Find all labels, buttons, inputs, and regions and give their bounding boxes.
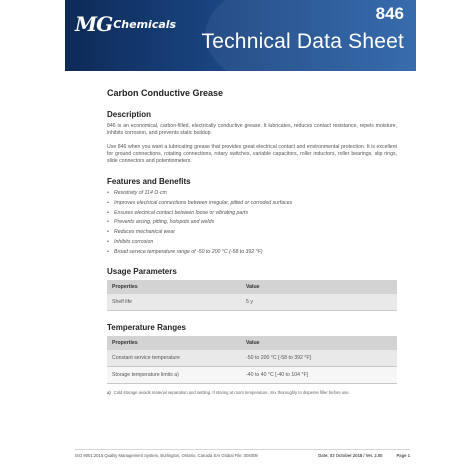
- table-cell: Shelf life: [107, 294, 241, 311]
- bullet-icon: •: [107, 199, 109, 206]
- feature-text: Broad service temperature range of -50 to 200 °C (-58 to 392 °F): [114, 248, 263, 255]
- column-header: Value: [241, 280, 397, 294]
- usage-parameters-table: [107, 280, 397, 311]
- bullet-icon: •: [107, 219, 109, 226]
- technical-data-sheet-page: [65, 0, 416, 474]
- footnote: [107, 390, 397, 395]
- product-number: 846: [375, 4, 404, 23]
- feature-item: [107, 219, 397, 226]
- table-row: [107, 294, 397, 311]
- footnote-text: Cold storage avoids material separation and settling. If storing at room temperature, mix thoroughly to disperse filler before use.: [113, 390, 350, 396]
- feature-text: Improves electrical connections between irregular, pitted or corroded surfaces: [114, 199, 293, 206]
- feature-text: Ensures electrical contact between loose or vibrating parts: [114, 209, 249, 216]
- bullet-icon: •: [107, 248, 109, 255]
- footer-right: [318, 453, 410, 458]
- table-row: [107, 367, 397, 384]
- feature-item: [107, 200, 397, 207]
- table-header-row: [107, 280, 397, 294]
- column-header: Value: [241, 336, 397, 350]
- feature-text: Prevents arcing, pitting, hotspots and welds: [114, 219, 215, 226]
- logo-text: Chemicals: [113, 17, 177, 31]
- table-cell: -40 to 40 °C [-40 to 104 °F]: [241, 367, 397, 384]
- table-header-row: [107, 336, 397, 350]
- column-header: Properties: [107, 336, 241, 350]
- feature-text: Inhibits corrosion: [114, 238, 154, 245]
- footer-page-number: Page 1: [396, 453, 410, 458]
- bullet-icon: •: [107, 190, 109, 196]
- feature-item: [107, 239, 397, 246]
- features-heading: Features and Benefits: [107, 177, 191, 186]
- table-cell: -50 to 200 °C [-58 to 392 °F]: [241, 350, 397, 367]
- feature-item: [107, 190, 397, 197]
- feature-item: [107, 229, 397, 236]
- temperature-ranges-heading: Temperature Ranges: [107, 323, 186, 333]
- table-cell: 5 y: [241, 294, 397, 311]
- description-paragraph: Use 846 when you want a lubricating grease that provides great electrical contact and environmental protection. It is excellent for ground connections, rotating connections, rotary switches, variable capacitors, roller inductors, roller bearings, slip rings, slide connectors and potentiometers.: [107, 144, 397, 164]
- footer-certification: ISO 9001:2015 Quality Management System, Burlington, Ontario, Canada SAI Global File: 004008: [75, 453, 258, 458]
- bullet-icon: •: [107, 229, 109, 236]
- description-paragraph: 846 is an economical, carbon-filled, electrically conductive grease. It lubricates, reduces contact resistance, repels moisture, inhibits corrosion, and prevents static buildup.: [107, 123, 397, 136]
- company-logo: [75, 12, 176, 36]
- page-footer: [75, 449, 410, 458]
- bullet-icon: •: [107, 238, 109, 245]
- temperature-ranges-table: [107, 336, 397, 384]
- feature-item: [107, 249, 397, 256]
- document-title: Technical Data Sheet: [201, 30, 404, 53]
- table-cell: Constant service temperature: [107, 350, 241, 367]
- features-list: [107, 190, 397, 255]
- feature-text: Resistivity of 114 Ω·cm: [114, 190, 167, 196]
- usage-parameters-heading: Usage Parameters: [107, 267, 177, 277]
- footnote-mark: a): [107, 390, 111, 396]
- bullet-icon: •: [107, 209, 109, 216]
- product-title: Carbon Conductive Grease: [107, 88, 224, 98]
- feature-text: Reduces mechanical wear: [114, 229, 175, 236]
- description-heading: Description: [107, 110, 152, 119]
- footer-date-version: Date: 03 October 2018 / Ver. 2.00: [318, 453, 383, 458]
- main-content: [107, 88, 397, 395]
- header-banner: [65, 0, 416, 71]
- table-cell: Storage temperature limits a): [107, 367, 241, 384]
- feature-item: [107, 210, 397, 217]
- logo-mark: MG: [75, 12, 113, 36]
- column-header: Properties: [107, 280, 241, 294]
- table-row: [107, 350, 397, 367]
